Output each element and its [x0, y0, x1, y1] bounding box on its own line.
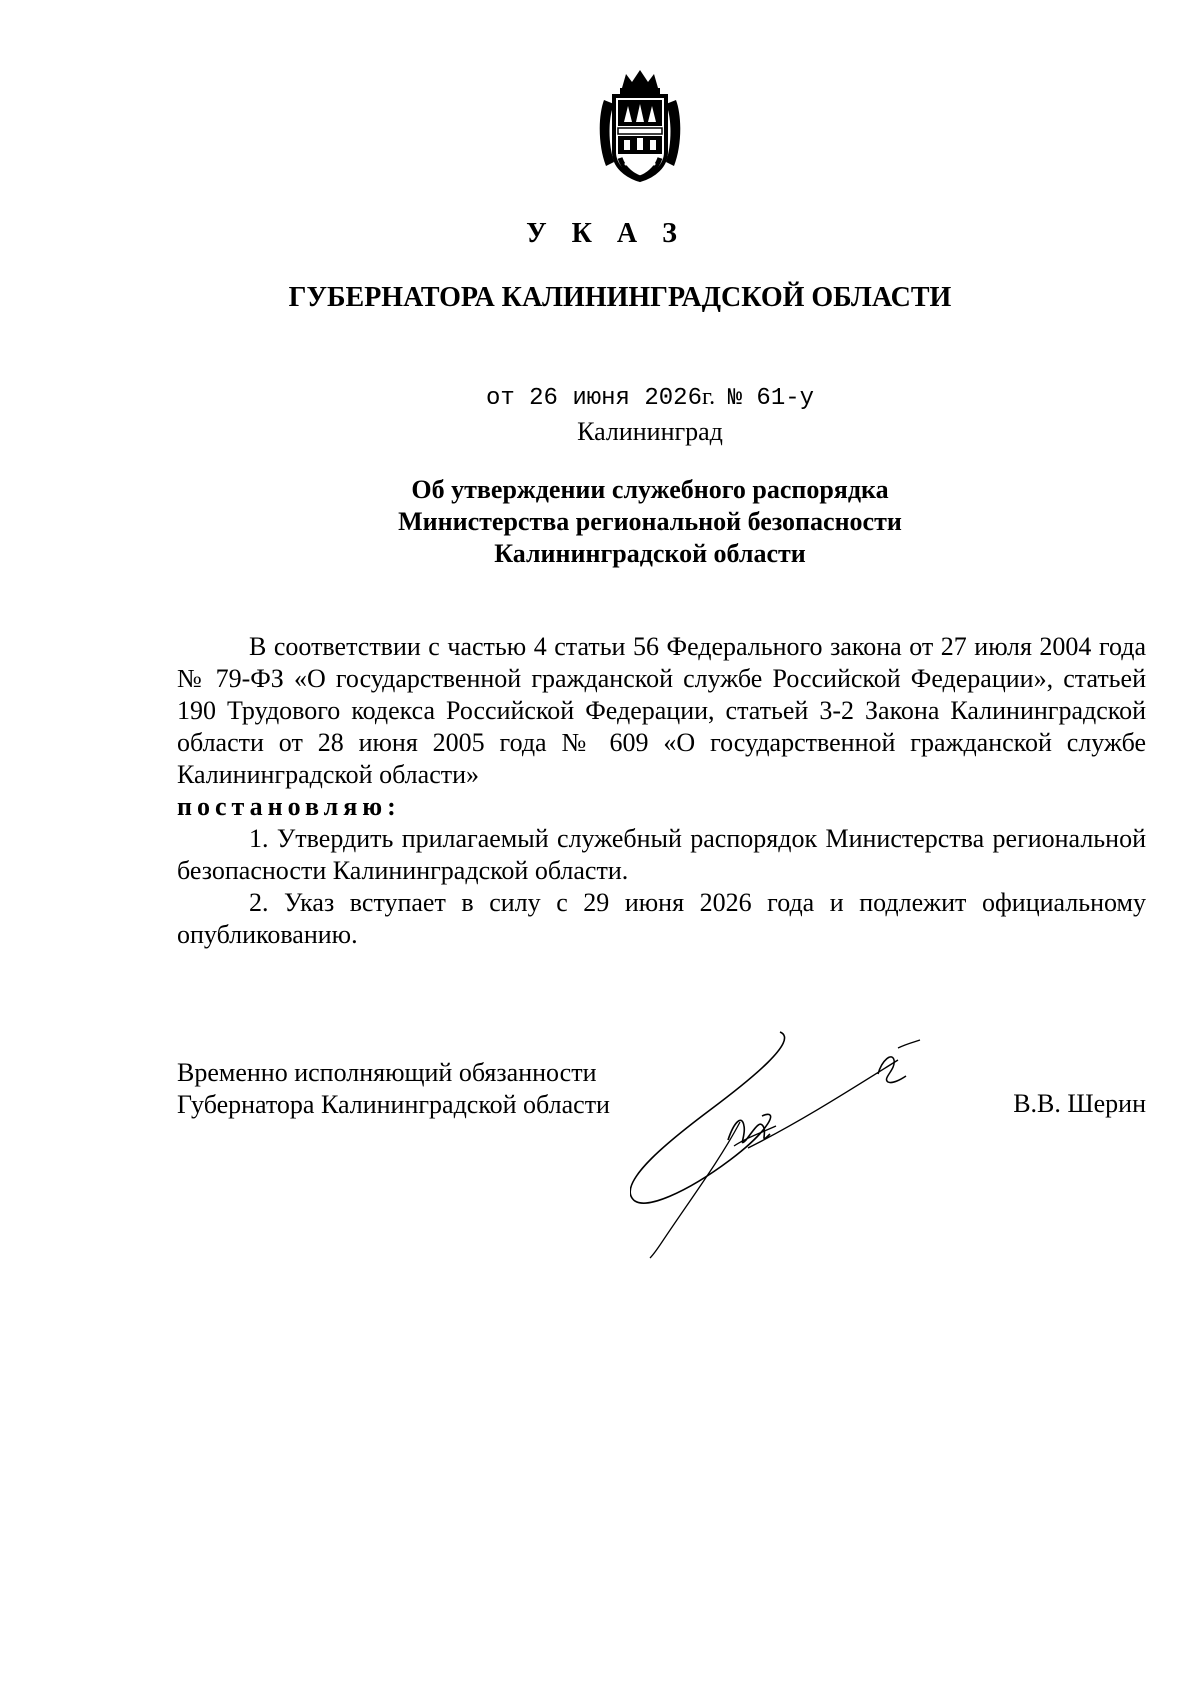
signer-position-line: Губернатора Калининградской области [177, 1090, 610, 1119]
coat-of-arms-icon [594, 66, 686, 186]
subject-line: Об утверждении служебного распорядка [411, 475, 889, 504]
signer-name: В.В. Шерин [1013, 1089, 1146, 1118]
subject-line: Министерства региональной безопасности [398, 507, 902, 536]
document-city: Калининград [577, 417, 723, 446]
signer-position-line: Временно исполняющий обязанности [177, 1058, 597, 1087]
date-suffix: г. [701, 384, 716, 410]
preamble-text: В соответствии с частью 4 статьи 56 Федерального закона от 27 июля 2004 года № 79-ФЗ «О государственной гражданской службе Российской Федерации», статьей 190 Трудового кодекса Российской Федерации, статьей 3-2 Закона Калининградской области от 28 июня 2005 года № 609 «О государственной гражданской службе Калининградской области» [177, 632, 1146, 789]
resolve-word: постановляю: [177, 792, 401, 821]
handwritten-signature-icon [630, 1030, 960, 1260]
item-paragraph-1: 1. Утвердить прилагаемый служебный распорядок Министерства региональной безопасности Калининградской области. [177, 824, 1146, 885]
date-number-line [0, 383, 1200, 412]
preamble-paragraph [177, 631, 1146, 823]
issuer-title: ГУБЕРНАТОРА КАЛИНИНГРАДСКОЙ ОБЛАСТИ [288, 282, 952, 313]
document-number: № 61-у [727, 385, 815, 412]
subject-line: Калининградской области [494, 539, 806, 568]
document-date: от 26 июня 2026 [485, 385, 702, 412]
signer-position [177, 1057, 610, 1121]
item-paragraph-2: 2. Указ вступает в силу с 29 июня 2026 года и подлежит официальному опубликованию. [177, 888, 1146, 949]
document-subject [0, 474, 1200, 570]
document-type-title: У К А З [526, 218, 686, 249]
document-body [177, 631, 1146, 951]
